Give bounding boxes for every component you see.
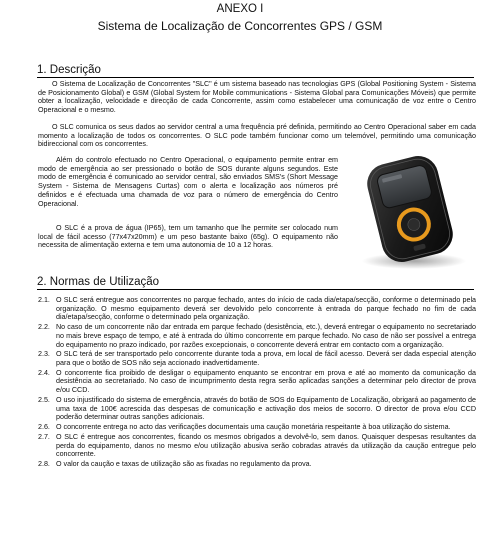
- gps-tracker-device-image: [344, 153, 476, 271]
- description-paragraph-2: O SLC comunica os seus dados ao servidor central a uma frequência pré definida, permitindo ao Centro Operacional saber em cada momento a localização de todos os concorrentes. O SLC pode também funcionar como um telemóvel, permitindo uma comunicação bidireccional com os concorrentes.: [38, 123, 476, 149]
- item-number: 2.2.: [38, 323, 50, 332]
- list-item: [38, 296, 476, 322]
- item-text: O uso injustificado do sistema de emergência, através do botão de SOS do Equipamento de Localização, obrigará ao pagamento de uma taxa de 100€ acrescida das despesas de comunicação e activação dos meios de socorro. O director de prova e/ou CCD poderão determinar outras sanções adicionais.: [56, 395, 476, 422]
- item-number: 2.6.: [38, 423, 50, 432]
- list-item: [38, 423, 476, 432]
- description-paragraph-4: O SLC é a prova de água (IP65), tem um tamanho que lhe permite ser colocado num local de fácil acesso (77x47x20mm) e um peso bastante baixo (65g). O equipamento não necessita de alimentação externa e tem uma autonomia de 10 a 12 horas.: [38, 224, 338, 250]
- document-title: Sistema de Localização de Concorrentes GPS / GSM: [97, 19, 383, 33]
- item-number: 2.4.: [38, 368, 50, 377]
- list-item: [38, 433, 476, 459]
- item-text: O SLC será entregue aos concorrentes no parque fechado, antes do início de cada dia/etapa/secção, conforme o determinado pela organização. O mesmo equipamento deverá ser devolvido pelo concorrente à entrada do parque fechado no fim de cada dia/etapa/secção, conforme o determinado pela organização.: [56, 296, 476, 322]
- list-item: [38, 460, 476, 469]
- annex-label: ANEXO I: [216, 3, 264, 15]
- list-item: [38, 396, 476, 422]
- item-text: O valor da caução e taxas de utilização são as fixadas no regulamento da prova.: [56, 459, 312, 468]
- item-number: 2.7.: [38, 432, 50, 441]
- item-text: O SLC terá de ser transportado pelo concorrente durante toda a prova, em local de fácil acesso. Deverá ser dada especial atenção para que o botão de SOS não seja accionado inadvertidamente.: [56, 350, 476, 368]
- item-text: O SLC é entregue aos concorrentes, ficando os mesmos obrigados a devolvê-lo, sem danos. Quaisquer despesas resultantes da perda do equipamento, danos no mesmo e/ou utilização abusiva serão cobradas através da utilização da caução entregue pelo concorrente.: [56, 432, 476, 459]
- item-number: 2.5.: [38, 395, 50, 404]
- list-item: [38, 323, 476, 349]
- item-text: O concorrente fica proibido de desligar o equipamento enquanto se encontrar em prova e até ao momento da comunicação da desistência ao secretariado. No caso de incumprimento desta regra serão aplicadas sanções a determinar pelo director de prova e/ou CCD.: [56, 368, 476, 395]
- section-heading-usage-rules: 2. Normas de Utilização: [37, 276, 474, 290]
- item-number: 2.1.: [38, 296, 50, 304]
- list-item: [38, 350, 476, 367]
- item-text: No caso de um concorrente não dar entrada em parque fechado (desistência, etc.), deverá entregar o equipamento no secretariado no mais breve espaço de tempo, e até à entrada do último concorrente em parque fechado. No caso de não ser possível a entrega do equipamento no prazo indicado, por razões excepcionais, o concorrente deverá entrar em contacto com a organização.: [56, 323, 476, 349]
- item-number: 2.3.: [38, 350, 50, 359]
- section-heading-description: 1. Descrição: [37, 64, 474, 78]
- item-text: O concorrente entrega no acto das verificações documentais uma caução monetária respeitante à boa utilização do sistema.: [56, 423, 451, 432]
- description-paragraph-3: Além do controlo efectuado no Centro Operacional, o equipamento permite entrar em modo de emergência ao ser pressionado o botão de SOS durante alguns segundos. Este modo de emergência é comunicado ao servidor central, são enviados SMS's (Short Message System - Sistema de Mensagens Curtas) com o alerta e localização aos números pré definidos e é efectuada uma chamada de voz para o número de emergência do Centro Operacional.: [38, 156, 338, 208]
- usage-rules-list: [38, 296, 476, 470]
- list-item: [38, 369, 476, 395]
- item-number: 2.8.: [38, 459, 50, 468]
- description-paragraph-1: O Sistema de Localização de Concorrentes "SLC" é um sistema baseado nas tecnologias GPS (Global Positioning System - Sistema de Posicionamento Global) e GSM (Global System for Mobile communications - Sistema Global para Comunicações Móveis) que permite obter a localização, velocidade e direcção de cada Concorrente, assim como estabelecer uma comunicação de voz entre o Centro Operacional e o mesmo.: [38, 80, 476, 115]
